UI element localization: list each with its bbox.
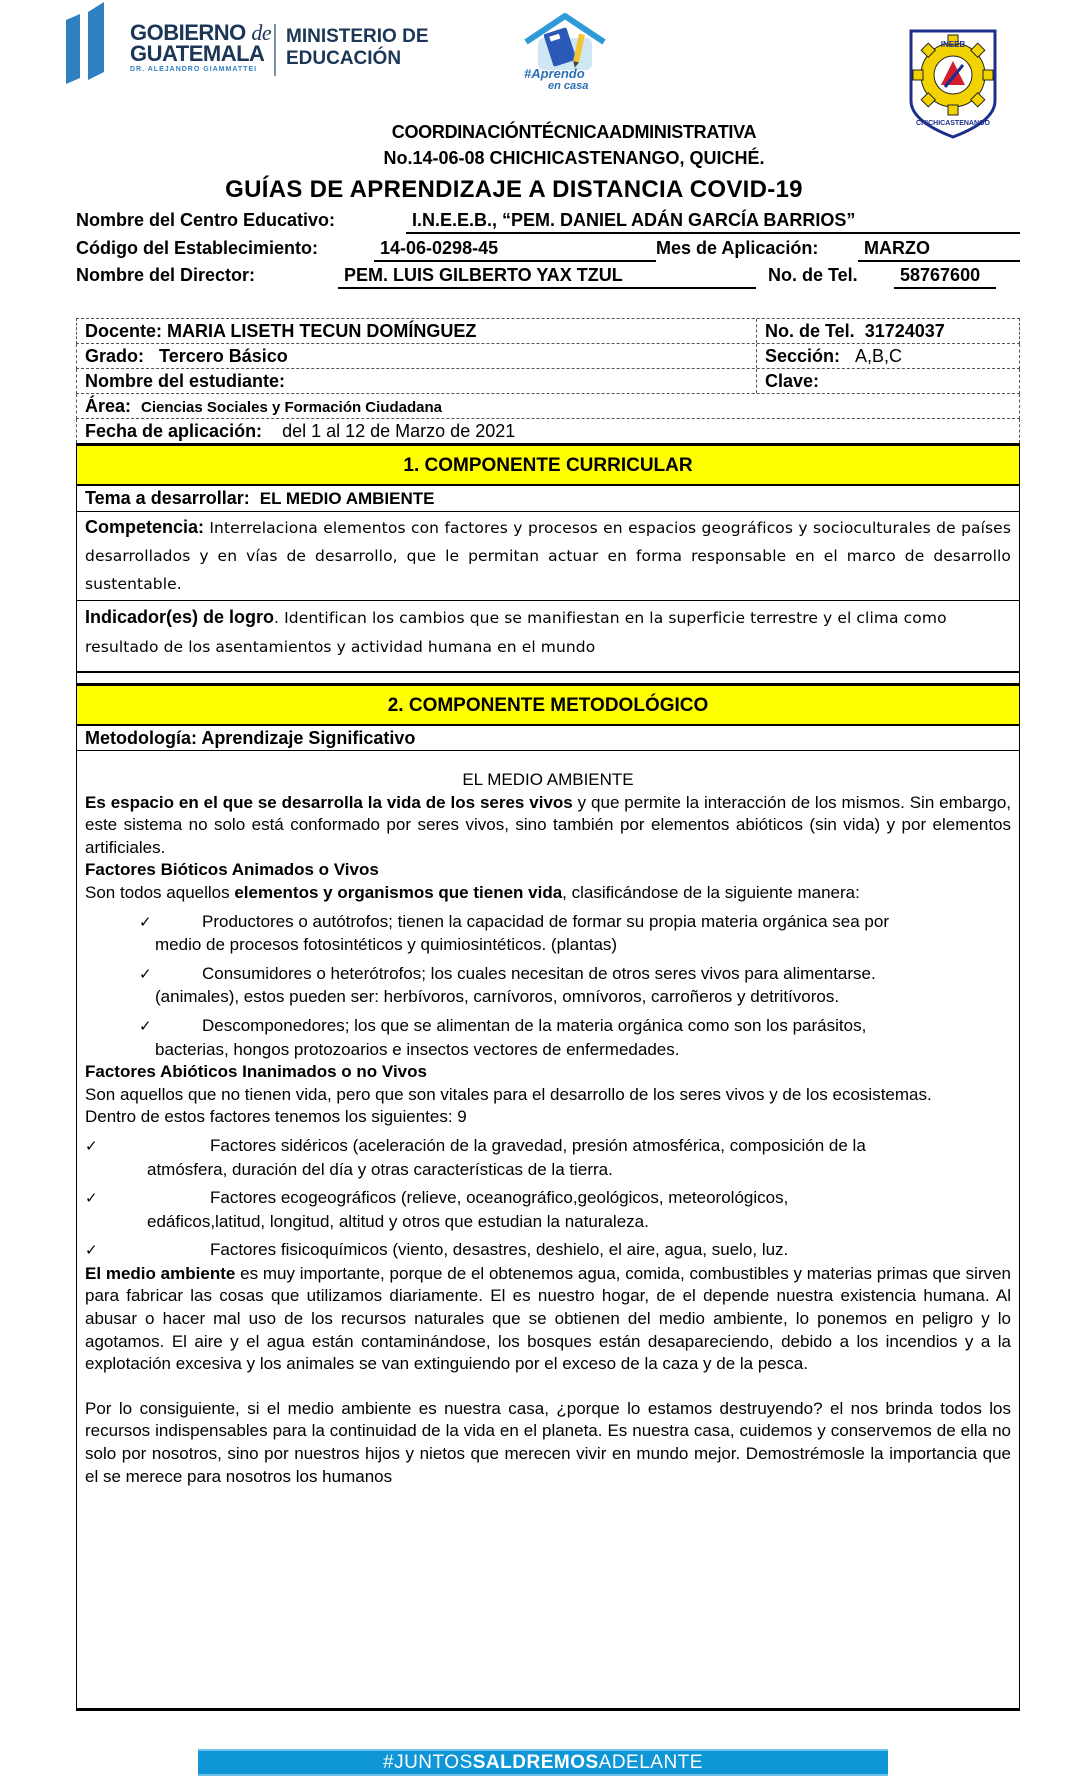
banner-text-1: #JUNTOS (383, 1752, 473, 1773)
bioticos-item-text: Descomponedores; los que se alimentan de la materia orgánica como son los parásitos, (202, 1015, 867, 1035)
banner-text-bold: SALDREMOS (472, 1752, 599, 1773)
abioticos-item-text: Factores sidéricos (aceleración de la gravedad, presión atmosférica, composición de la (210, 1135, 866, 1155)
codigo-value: 14-06-0298-45 (374, 238, 656, 262)
bioticos-item-cont: medio de procesos fotosintéticos y quimiosintéticos. (plantas) (155, 935, 618, 955)
abioticos-item (85, 1187, 1011, 1211)
tema-label: Tema a desarrollar: (85, 488, 250, 508)
bioticos-intro-b: , clasificándose de la siguiente manera: (562, 882, 860, 902)
guatemala-bars-icon (64, 2, 114, 84)
bioticos-heading: Factores Bióticos Animados o Vivos (85, 860, 379, 880)
director-value: PEM. LUIS GILBERTO YAX TZUL (338, 265, 756, 289)
metodologia-row: Metodología: Aprendizaje Significativo (76, 726, 1020, 751)
check-icon: ✓ (139, 913, 152, 931)
estudiante-label: Nombre del estudiante: (85, 371, 286, 391)
crest-ineeb-text: INEEB (940, 40, 966, 49)
spacer (76, 673, 1020, 683)
gobierno-guatemala-logo (64, 2, 434, 84)
check-icon: ✓ (139, 1017, 152, 1035)
conclusion-paragraph: Por lo consiguiente, si el medio ambiente es nuestra casa, ¿porque lo estamos destruyendo? el nos brinda todos los recursos indispensables para la continuidad de la vida en el planeta. Es nuestra casa, cuidemos y conservemos de ella no solo por nosotros, sino por nuestros hijos y nietos que merecen vivir en mundo mejor. Demostrémosle la importancia que el se merece para nosotros los humanos (85, 1398, 1011, 1486)
ministerio-line2: EDUCACIÓN (286, 48, 402, 69)
grado-cell (77, 344, 757, 368)
area-value: Ciencias Sociales y Formación Ciudadana (141, 399, 442, 416)
juntos-saldremos-banner (198, 1749, 888, 1776)
componente-curricular-heading: 1. COMPONENTE CURRICULAR (76, 443, 1020, 486)
codigo-label: Código del Establecimiento: (76, 238, 319, 258)
competencia-row (76, 512, 1020, 601)
clave-cell[interactable] (757, 369, 1019, 393)
guatemala-text: GUATEMALA (130, 41, 265, 66)
bioticos-item-text: Productores o autótrofos; tienen la capacidad de formar su propia materia orgánica sea por (202, 911, 890, 931)
guide-form-table (76, 318, 1020, 1711)
tema-value: EL MEDIO AMBIENTE (259, 489, 435, 508)
abioticos-item-text: Factores fisicoquímicos (viento, desastres, deshielo, el aire, agua, suelo, luz. (210, 1240, 789, 1260)
intro-paragraph (85, 792, 1011, 860)
intro-rest: y que permite la interacción de los mismos. Sin embargo, este sistema no solo está conformado por seres vivos, sino también por elementos abióticos (sin vida) y por elementos artificiales. (85, 792, 1011, 857)
indicador-value: . Identifican los cambios que se manifiestan en la superficie terrestre y el clima como resultado de los asentamientos y actividad humana en el mundo (85, 609, 947, 656)
ministerio-line1: MINISTERIO DE (286, 26, 429, 47)
aprendo-line1: #Aprendo (524, 66, 585, 81)
fecha-label: Fecha de aplicación: (85, 421, 263, 441)
bioticos-intro-a: Son todos aquellos (85, 882, 235, 902)
ministerio-wordmark (286, 26, 429, 70)
intro-bold: Es espacio en el que se desarrolla la vida de los seres vivos (85, 792, 573, 812)
check-icon: ✓ (85, 1190, 98, 1208)
fecha-row (76, 419, 1020, 443)
mes-value: MARZO (858, 238, 1020, 262)
importancia-bold: El medio ambiente (85, 1263, 236, 1283)
lesson-content (76, 751, 1020, 1711)
crest-city-text: CHICHICASTENANGO (916, 120, 990, 127)
bioticos-intro-bold: elementos y organismos que tienen vida (234, 882, 563, 902)
abioticos-dentro: Dentro de estos factores tenemos los siguientes: 9 (85, 1107, 467, 1127)
gobierno-text: GOBIERNO (130, 20, 246, 45)
check-icon: ✓ (139, 965, 152, 983)
abioticos-item (85, 1135, 1011, 1159)
area-label: Área: (85, 396, 132, 416)
check-icon: ✓ (85, 1137, 98, 1155)
seccion-cell (757, 344, 1019, 368)
bioticos-intro (85, 882, 1011, 905)
mes-label: Mes de Aplicación: (656, 238, 819, 258)
docente-tel-value: 31724037 (864, 321, 945, 341)
check-icon: ✓ (85, 1242, 98, 1260)
seccion-value: A,B,C (855, 346, 903, 366)
competencia-label: Competencia: (85, 517, 205, 537)
docente-cell (77, 319, 757, 343)
componente-metodologico-heading: 2. COMPONENTE METODOLÓGICO (76, 683, 1020, 726)
abioticos-item (85, 1239, 1011, 1263)
abioticos-item-text: Factores ecogeográficos (relieve, oceanográfico,geológicos, meteorológicos, (210, 1188, 789, 1208)
director-label: Nombre del Director: (76, 265, 256, 285)
grado-row (76, 344, 1020, 369)
bioticos-item-text: Consumidores o heterótrofos; los cuales necesitan de otros seres vivos para alimentarse. (202, 963, 876, 983)
abioticos-intro: Son aquellos que no tienen vida, pero que son vitales para el desarrollo de los seres vivos y de los ecosistemas. (85, 1084, 932, 1104)
grado-value: Tercero Básico (159, 346, 288, 366)
gobierno-de-text: de (251, 20, 272, 45)
bioticos-item (85, 911, 1011, 935)
director-tel-value: 58767600 (894, 265, 996, 289)
aprendo-line2: en casa (548, 80, 589, 92)
docente-tel-label: No. de Tel. (765, 321, 855, 341)
docente-tel-cell (757, 319, 1019, 343)
clave-label: Clave: (765, 371, 820, 391)
importancia-paragraph (85, 1263, 1011, 1376)
area-row (76, 394, 1020, 419)
gobierno-wordmark (130, 22, 271, 64)
competencia-value: Interrelaciona elementos con factores y procesos en espacios geográficos y socioculturales de países desarrollados y en vías de desarrollo, que le permitan actuar en forma responsable en el marco de desarrollo sustentable. (85, 519, 1011, 593)
fecha-cell (77, 419, 523, 443)
bioticos-item-cont: bacterias, hongos protozoarios e insectos vectores de enfermedades. (155, 1039, 680, 1059)
centro-label: Nombre del Centro Educativo: (76, 210, 336, 230)
director-tel-label: No. de Tel. (768, 265, 858, 285)
grado-label: Grado: (85, 346, 145, 366)
banner-text-2: ADELANTE (598, 1752, 703, 1773)
area-cell (77, 394, 450, 418)
abioticos-item-cont: atmósfera, duración del día y otras características de la tierra. (147, 1159, 613, 1179)
estudiante-row (76, 369, 1020, 394)
aprendo-en-casa-logo (520, 12, 610, 96)
centro-value: I.N.E.E.B., “PEM. DANIEL ADÁN GARCÍA BARRIOS” (406, 210, 1020, 234)
bioticos-item-cont: (animales), estos pueden ser: herbívoros, carnívoros, omnívoros, carroñeros y detritívoros. (155, 987, 840, 1007)
director-row (76, 265, 1020, 289)
docente-row (76, 318, 1020, 344)
abioticos-item-cont: edáficos,latitud, longitud, altitud y otros que estudian la naturaleza. (147, 1211, 649, 1231)
abioticos-heading: Factores Abióticos Inanimados o no Vivos (85, 1062, 427, 1082)
indicador-row (76, 601, 1020, 673)
coordinacion-number: No.14-06-08 CHICHICASTENANGO, QUICHÉ. (383, 148, 765, 168)
bioticos-item (85, 963, 1011, 987)
coordinacion-title: COORDINACIÓNTÉCNICAADMINISTRATIVA (391, 122, 757, 142)
importancia-rest: es muy importante, porque de el obtenemos agua, comida, combustibles y materias primas que sirven para fabricar las cosas que utilizamos diariamente. El es nuestro hogar, de el depende nuestra existencia humana. Al abusar o hacer mal uso de los recursos naturales que se obtienen del medio ambiente, lo ponemos en peligro y lo agotamos. El aire y el agua están contaminándose, los bosques están desapareciendo, debido a los incendios y a la explotación excesiva y los animales se van extinguiendo por el exceso de la caza y de la pesca. (85, 1263, 1012, 1374)
spacer (85, 1376, 1011, 1398)
house-notebook-icon (520, 12, 610, 72)
codigo-row (76, 238, 1020, 262)
guide-title: GUÍAS DE APRENDIZAJE A DISTANCIA COVID-19 (225, 176, 803, 203)
estudiante-cell[interactable] (77, 369, 757, 393)
seccion-label: Sección: (765, 346, 841, 366)
docente-value: MARIA LISETH TECUN DOMÍNGUEZ (167, 321, 477, 341)
bioticos-item (85, 1015, 1011, 1039)
president-name: DR. ALEJANDRO GIAMMATTEI (130, 66, 258, 73)
logo-divider (274, 24, 276, 76)
docente-label: Docente: (85, 321, 163, 341)
aprendo-text (524, 68, 588, 92)
centro-educativo-row (76, 210, 1020, 234)
content-heading: EL MEDIO AMBIENTE (462, 770, 634, 789)
tema-row (76, 486, 1020, 512)
fecha-value: del 1 al 12 de Marzo de 2021 (282, 421, 516, 441)
indicador-label: Indicador(es) de logro (85, 607, 275, 627)
